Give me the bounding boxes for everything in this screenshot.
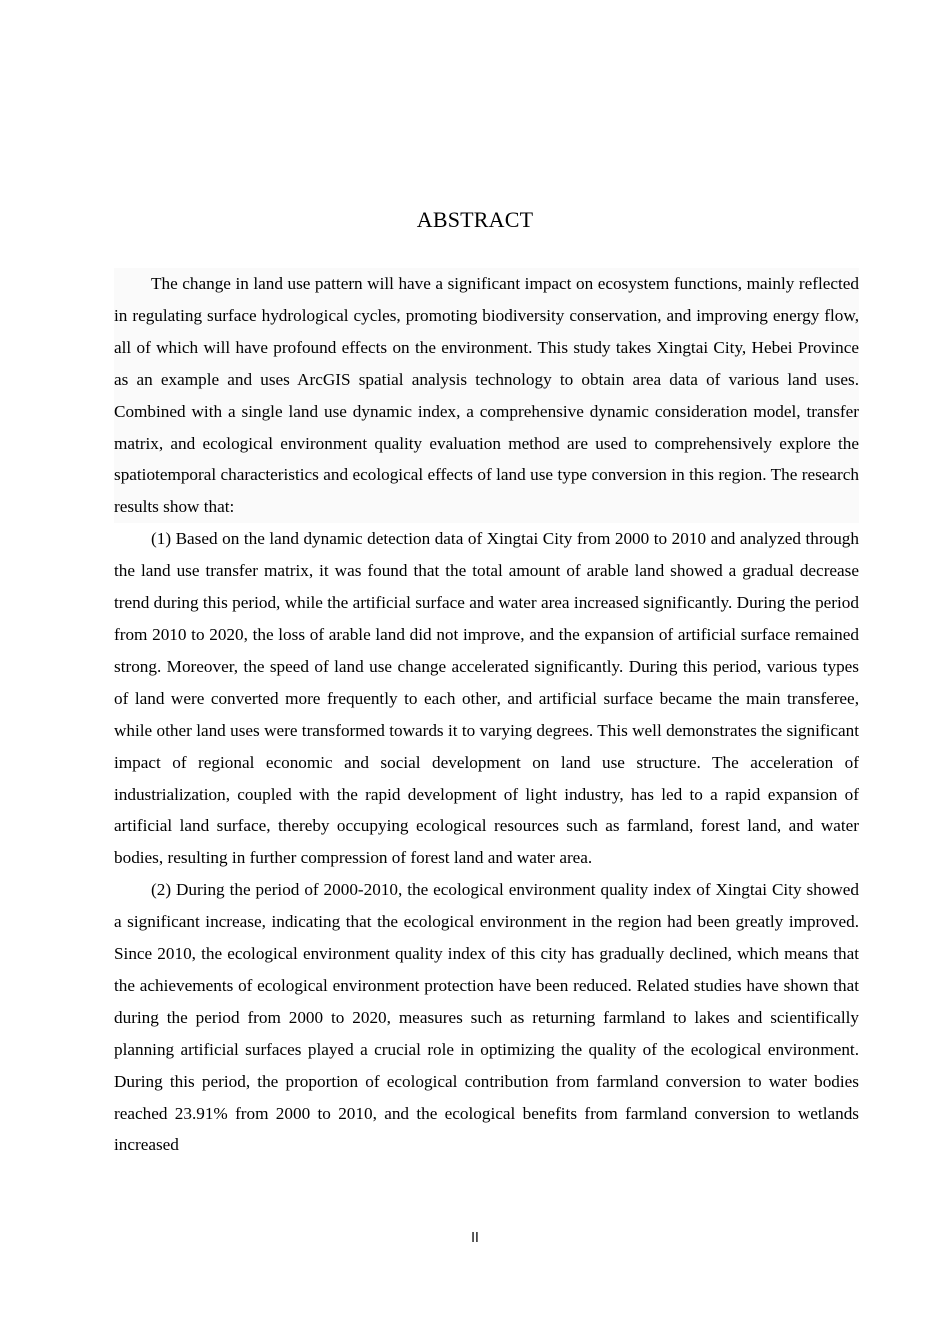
page-number: II — [471, 1231, 479, 1246]
abstract-paragraph-intro: The change in land use pattern will have a significant impact on ecosystem functions, mainly reflected in regulating surface hydrological cycles, promoting biodiversity conservation, and improving energy flow, all of which will have profound effects on the environment. This study takes Xingtai City, Hebei Province as an example and uses ArcGIS spatial analysis technology to obtain area data of various land uses. Combined with a single land use dynamic index, a comprehensive dynamic consideration model, transfer matrix, and ecological environment quality evaluation method are used to comprehensively explore the spatiotemporal characteristics and ecological effects of land use type conversion in this region. The research results show that: — [114, 268, 859, 523]
page-title: ABSTRACT — [416, 207, 534, 232]
abstract-paragraph-1: (1) Based on the land dynamic detection data of Xingtai City from 2000 to 2010 and analyzed through the land use transfer matrix, it was found that the total amount of arable land showed a gradual decrease trend during this period, while the artificial surface and water area increased significantly. During the period from 2010 to 2020, the loss of arable land did not improve, and the expansion of artificial surface remained strong. Moreover, the speed of land use change accelerated significantly. During this period, various types of land were converted more frequently to each other, and artificial surface became the main transferee, while other land uses were transformed towards it to varying degrees. This well demonstrates the significant impact of regional economic and social development on land use structure. The acceleration of industrialization, coupled with the rapid development of light industry, has led to a rapid expansion of artificial land surface, thereby occupying ecological resources such as farmland, forest land, and water bodies, resulting in further compression of forest land and water area. — [114, 529, 859, 868]
abstract-body — [114, 268, 859, 1161]
abstract-paragraph-2: (2) During the period of 2000-2010, the ecological environment quality index of Xingtai City showed a significant increase, indicating that the ecological environment in the region had been greatly improved. Since 2010, the ecological environment quality index of this city has gradually declined, which means that the achievements of ecological environment protection have been reduced. Related studies have shown that during the period from 2000 to 2020, measures such as returning farmland to lakes and scientifically planning artificial surfaces played a crucial role in optimizing the quality of the ecological environment. During this period, the proportion of ecological contribution from farmland conversion to water bodies reached 23.91% from 2000 to 2010, and the ecological benefits from farmland conversion to wetlands increased — [114, 880, 859, 1155]
